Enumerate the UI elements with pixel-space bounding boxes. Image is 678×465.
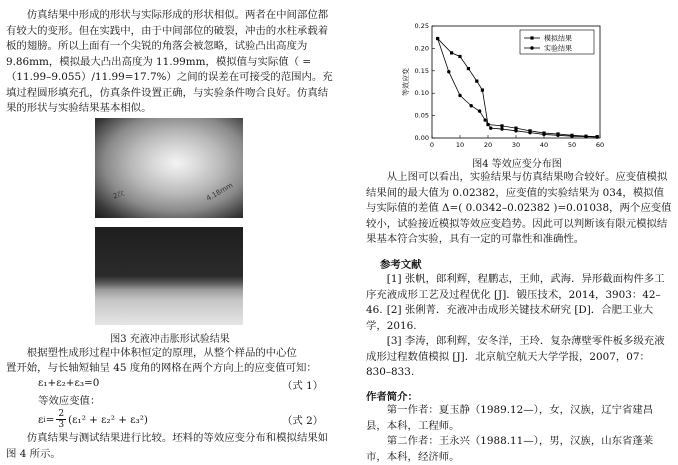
- x-tick-label: 50: [567, 141, 577, 149]
- legend-label-2: 实验结果: [544, 44, 572, 53]
- series-2-point: [500, 127, 503, 130]
- equation-2-number: （式 2）: [282, 415, 324, 427]
- series-2-point: [458, 94, 461, 97]
- series-2-point: [528, 131, 531, 134]
- right-paragraph-1: 从上图可以看出，实验结果与仿真结果吻合较好。应变值模拟结果间的最大值为 0.02382，应变值的实验结果为 034，模拟值与实际值的差值 Δ=( 0.0342–0.02382 )=0.01038，两个应变值较小，试验接近模拟等效应变趋势。因此可以判断该有限元模拟结果基本符合实验，具有一定的可靠性和准确性。: [366, 171, 672, 245]
- photo-annotation-1: 2次: [112, 189, 126, 201]
- y-axis-label: 等效应变: [402, 68, 410, 96]
- eq2-fraction-numerator: 2: [58, 409, 65, 419]
- x-tick-label: 20: [483, 141, 493, 149]
- eq2-fraction: [56, 409, 66, 430]
- series-1-point: [481, 88, 484, 91]
- series-1-point: [467, 67, 470, 70]
- series-1-point: [475, 80, 478, 83]
- legend-marker-1: [530, 36, 533, 39]
- para2-line-1: 根据塑性成形过程中体积恒定的原理，从整个样品的中心位: [26, 347, 297, 359]
- series-2-point: [484, 118, 487, 121]
- eq2-symbol: ε: [38, 413, 44, 426]
- y-tick-label: 0.15: [414, 66, 429, 75]
- author-2: 第二作者：王永兴（1988.11—），男，汉族，山东省蓬莱市，本科，经济师。: [366, 435, 654, 463]
- equation-1: ε₁+ε₂+ε₃=0: [38, 377, 100, 389]
- x-tick-label: 60: [595, 141, 605, 149]
- para2-line-2: 置开始，与长轴短轴呈 45 度角的网格在两个方向上的应变值可知：: [6, 362, 317, 374]
- series-2-point: [584, 135, 587, 138]
- series-2-point: [470, 104, 473, 107]
- left-paragraph-3: 仿真结果与测试结果进行比较。坯料的等效应变分布和模拟结果如图 4 所示。: [6, 432, 329, 460]
- y-tick-label: 0.00: [414, 134, 429, 142]
- series-2-point: [436, 37, 439, 40]
- equation-1-number: （式 1）: [282, 380, 324, 392]
- series-2-point: [514, 129, 517, 132]
- test-photo-bottom: [95, 227, 243, 325]
- series-2-point: [447, 70, 450, 73]
- x-tick-label: 40: [539, 141, 549, 149]
- reference-1: [1] 张帆，郎利辉，程鹏志，王帅，武海．异形截面构件多工序充液成形工艺及过程优化 [J]．锻压技术，2014，3903：42–46.: [366, 273, 665, 316]
- equivalent-strain-chart: [400, 20, 610, 155]
- x-tick-label: 0: [429, 141, 435, 149]
- equation-2: [38, 409, 148, 430]
- x-tick-label: 30: [511, 141, 521, 149]
- photo-annotation-2: 4.18mm: [204, 181, 235, 203]
- figure-4-caption: 图4 等效应变分布图: [472, 159, 562, 170]
- y-tick-label: 0.05: [414, 111, 429, 120]
- eq2-body: (ε₁² + ε₂² + ε₃²): [68, 413, 148, 426]
- figure-3-caption: 图3 充液冲击胀形试验结果: [110, 334, 230, 345]
- series-2-point: [570, 135, 573, 138]
- series-2-point: [542, 133, 545, 136]
- series-2-point: [489, 126, 492, 129]
- series-1-point: [458, 55, 461, 58]
- y-tick-label: 0.20: [414, 44, 429, 53]
- series-1-point: [500, 124, 503, 127]
- reference-2: [2] 张俐菁．充液冲击成形关键技术研究 [D]．合肥工业大学，2016.: [366, 304, 654, 332]
- series-1-point: [450, 51, 453, 54]
- references-heading: 参考文献: [380, 259, 422, 271]
- series-2-point: [596, 135, 599, 138]
- authors-heading: 作者简介：: [366, 391, 418, 403]
- legend-marker-2: [530, 46, 533, 49]
- left-paragraph-2: [6, 346, 336, 362]
- test-photo-top: [95, 118, 243, 218]
- series-2-point: [556, 134, 559, 137]
- eq2-fraction-denominator: 3: [58, 420, 65, 430]
- y-tick-label: 0.10: [414, 89, 429, 98]
- equation-label: 等效应变值：: [38, 395, 101, 407]
- eq2-subscript: i: [43, 415, 46, 424]
- series-2-point: [478, 109, 481, 112]
- legend-label-1: 模拟结果: [544, 34, 572, 43]
- eq2-equals: =: [45, 413, 55, 426]
- author-1: 第一作者：夏玉静（1989.12—），女，汉族，辽宁省建昌县，本科，工程师。: [366, 404, 654, 432]
- reference-3: [3] 李涛，郎利辉，安冬洋，王玲．复杂薄壁零件板多级充液成形过程数值模拟 [J]．北京航空航天大学学报，2007，07：830–833.: [366, 335, 665, 378]
- y-tick-label: 0.25: [414, 22, 429, 30]
- x-tick-label: 10: [455, 141, 465, 149]
- left-paragraph-1: 仿真结果中形成的形状与实际形成的形状相似。两者在中间部位都有较大的变形。但在实践中，由于中间部位的破裂，冲击的水柱承载着板的翅膀。所以上面有一个尖锐的角落会被忽略，试验凸出高度为 9.86mm，模拟最大凸出高度为 11.99mm，模拟值与实际值（ =（11.99–9.055）/11.99=17.7%）之间的误差在可接受的范围内。充填过程圆形填充孔，仿真条件设置正确，与实验条件吻合良好。仿真结果的形状与实验结果基本相似。: [6, 9, 333, 114]
